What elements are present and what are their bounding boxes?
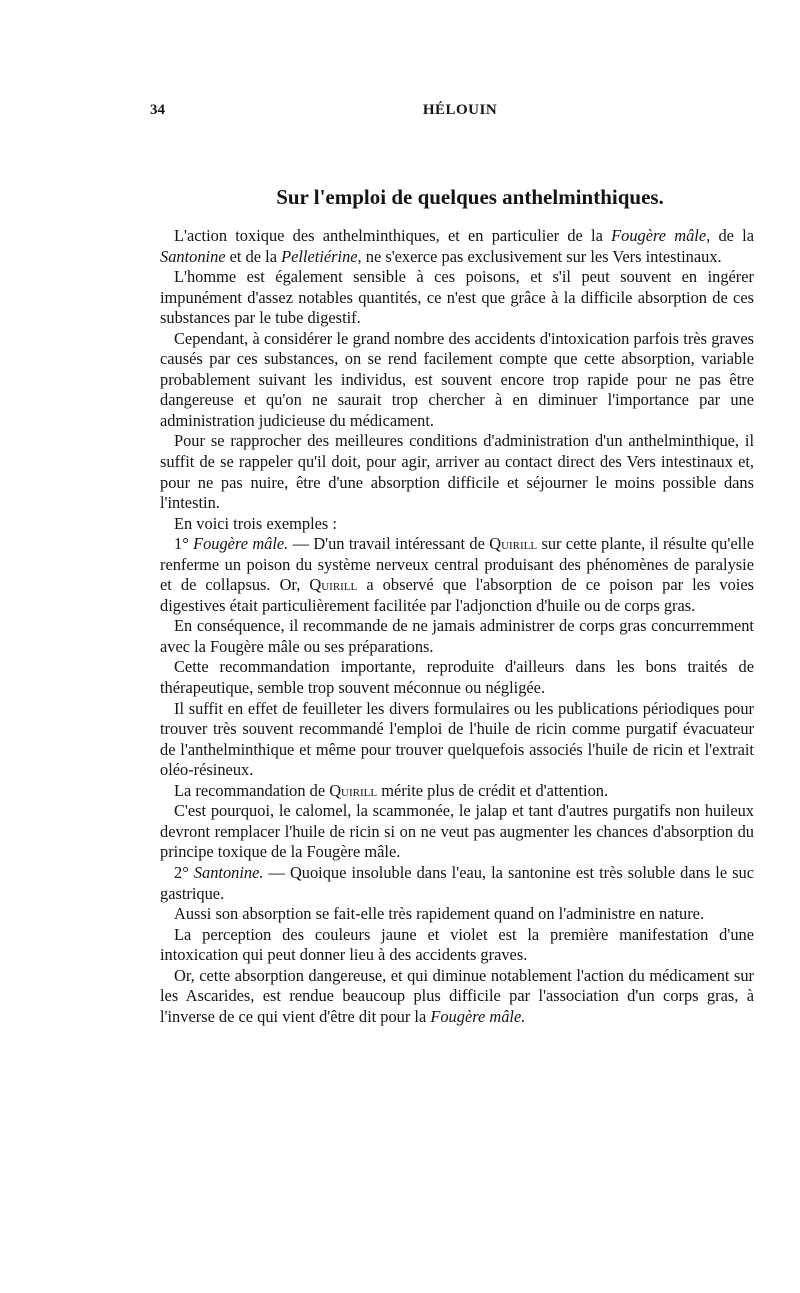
paragraph [160, 801, 754, 863]
text-run: Cependant, à considérer le grand nombre des accidents d'intoxication parfois très graves causés par ces substances, on se rend facilement compte que cette absorption, variable probablement suivant les individus, est souvent encore trop rapide pour ne pas être dangereuse et qu'on ne saurait trop chercher à en diminuer l'importance par une administration judicieuse du médicament. [160, 328, 754, 430]
text-run: Aussi son absorption se fait-elle très rapidement quand on l'administre en nature. [174, 904, 705, 924]
author-name: Quirill [329, 780, 378, 800]
text-run: de la [710, 226, 755, 245]
author-name: Quirill [489, 534, 538, 554]
text-run: mérite plus de crédit et d'attention. [377, 780, 609, 800]
paragraph [160, 925, 754, 966]
paragraph [160, 226, 754, 267]
italic-term: Fougère mâle. [430, 1006, 526, 1026]
italic-term: Santonine. [193, 862, 264, 882]
text-run: — D'un travail intéressant de [288, 534, 490, 554]
paragraph [160, 657, 754, 698]
paragraph [160, 534, 754, 616]
text-run: Il suffit en effet de feuilleter les divers formulaires ou les publications périodiques pour trouver très souvent recommandé l'emploi de l'huile de ricin comme purgatif évacuateur de l'anthelminthique et même pour trouver quelquefois associés l'huile de ricin et l'extrait oléo-résineux. [160, 698, 754, 780]
text-run: L'homme est également sensible à ces poisons, et s'il peut souvent en ingérer impunément d'assez notables quantités, ce n'est que grâce à la difficile absorption de ces substances par le tube digestif. [160, 267, 754, 328]
text-run: ne s'exerce pas exclusivement sur les Vers intestinaux. [361, 246, 722, 266]
text-run: Or, cette absorption dangereuse, et qui diminue notablement l'action du médicament sur les Ascarides, est rendue beaucoup plus difficile par l'association d'un corps gras, à l'inverse de ce qui vient d'être dit pour la [160, 965, 754, 1026]
paragraph [160, 863, 754, 904]
italic-term: Pelletiérine, [281, 246, 362, 266]
text-run: 1° [174, 534, 194, 554]
text-run: L'action toxique des anthelminthiques, et en particulier de la [174, 226, 612, 245]
text-run: Cette recommandation importante, reproduite d'ailleurs dans les bons traités de thérapeutique, semble trop souvent méconnue ou négligée. [160, 657, 754, 698]
text-run: Pour se rapprocher des meilleures conditions d'administration d'un anthelminthique, il suffit de se rappeler qu'il doit, pour agir, arriver au contact direct des Vers intestinaux et, pour ne pas nuire, être d'une absorption difficile et séjourner le moins possible dans l'intestin. [160, 431, 754, 513]
paragraph [160, 966, 754, 1028]
text-run: En voici trois exemples : [174, 513, 337, 533]
italic-term: Fougère mâle, [611, 226, 711, 245]
paragraph [160, 329, 754, 432]
text-run: sur cette plante, il résulte qu'elle renferme un poison du système nerveux central produisant des phénomènes de paralysie et de collapsus. Or, [160, 534, 754, 595]
author-name: Quirill [309, 575, 358, 595]
paragraph [160, 431, 754, 513]
paragraph [160, 904, 754, 925]
text-run: et de la [225, 246, 282, 266]
italic-term: Santonine [160, 246, 226, 266]
italic-term: Fougère mâle. [193, 534, 289, 554]
article-title: Sur l'emploi de quelques anthelminthiques. [276, 185, 664, 210]
running-header [150, 102, 756, 124]
paragraph [160, 616, 754, 657]
text-run: — Quoique insoluble dans l'eau, la santonine est très soluble dans le suc gastrique. [160, 862, 755, 903]
paragraph [160, 514, 754, 535]
text-run: a observé que l'absorption de ce poison par les voies digestives était particulièrement facilitée par l'adjonction d'huile ou de corps gras. [160, 575, 754, 615]
text-run: La perception des couleurs jaune et violet est la première manifestation d'une intoxication qui peut donner lieu à des accidents graves. [160, 924, 754, 965]
text-run: 2° [174, 862, 194, 882]
paragraph [160, 781, 754, 802]
text-run: C'est pourquoi, le calomel, la scammonée, le jalap et tant d'autres purgatifs non huileux devront remplacer l'huile de ricin si on ne veut pas augmenter les chances d'absorption du principe toxique de la Fougère mâle. [160, 801, 754, 862]
text-run: En conséquence, il recommande de ne jamais administrer de corps gras concurremment avec la Fougère mâle ou ses préparations. [160, 616, 754, 656]
page-number: 34 [150, 102, 165, 118]
paragraph [160, 267, 754, 329]
body-text [160, 226, 754, 1027]
paragraph [160, 699, 754, 781]
text-run: La recommandation de [174, 780, 330, 800]
running-title: HÉLOUIN [422, 102, 498, 118]
